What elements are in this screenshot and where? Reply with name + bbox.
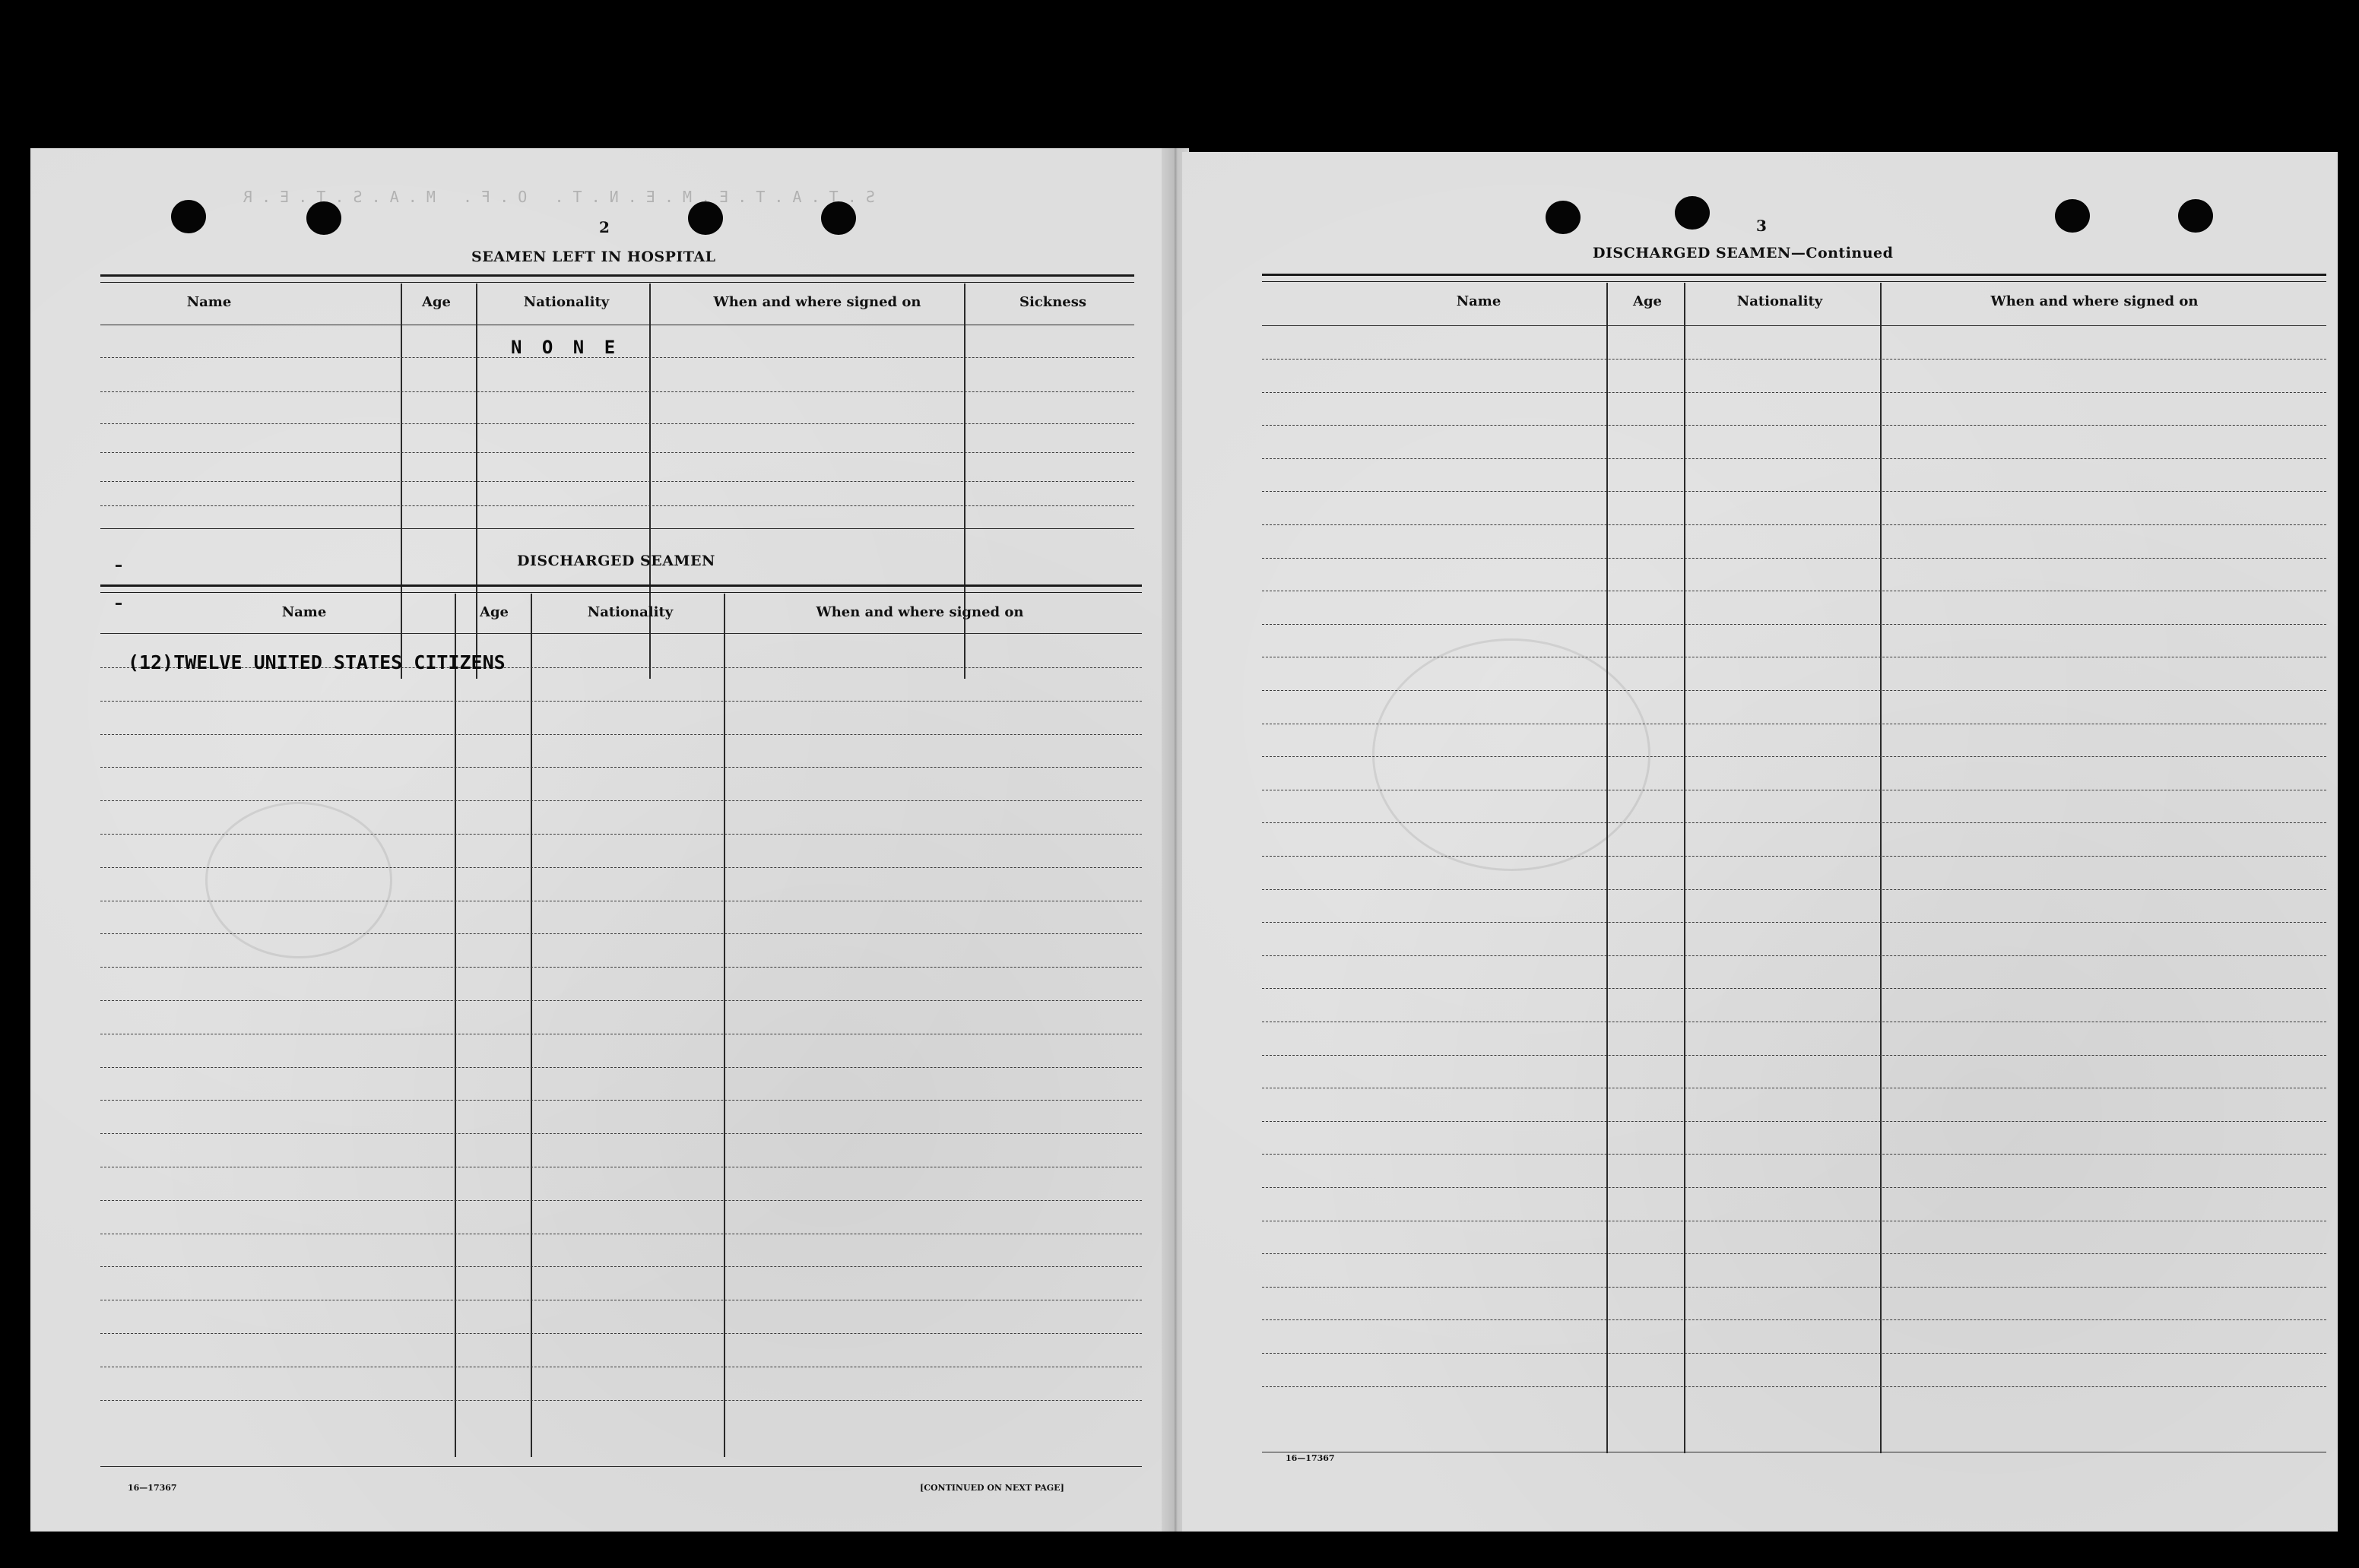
column-header-nationality: Nationality bbox=[1736, 293, 1823, 309]
section-title-continued: —Continued bbox=[1790, 245, 1894, 261]
continued-note: [CONTINUED ON NEXT PAGE] bbox=[920, 1483, 1064, 1493]
row-line bbox=[1262, 624, 2326, 625]
row-line bbox=[1262, 756, 2326, 757]
punch-hole bbox=[1546, 201, 1581, 234]
punch-hole bbox=[821, 201, 856, 235]
page-number: 3 bbox=[1756, 217, 1767, 235]
row-line bbox=[1262, 690, 2326, 691]
row-line bbox=[1262, 1253, 2326, 1254]
row-line bbox=[1262, 425, 2326, 426]
section-top-rule bbox=[100, 282, 1134, 283]
punch-hole bbox=[2055, 199, 2090, 233]
row-line bbox=[100, 452, 1134, 453]
column-divider bbox=[455, 594, 456, 1457]
row-line bbox=[1262, 1187, 2326, 1188]
discharged-entry: (12)TWELVE UNITED STATES CITIZENS bbox=[128, 651, 506, 673]
bleed-through: S . T . A . T . E . M . E . N . T . O . F . M . A . S . T . E . R bbox=[243, 188, 875, 206]
row-line bbox=[100, 1000, 1142, 1001]
row-line bbox=[1262, 1353, 2326, 1354]
row-line bbox=[1262, 1055, 2326, 1056]
section-top-rule bbox=[1262, 274, 2326, 276]
row-line bbox=[1262, 392, 2326, 393]
row-line bbox=[1262, 558, 2326, 559]
right-page bbox=[1182, 152, 2338, 1532]
section-title-main: DISCHARGED SEAMEN bbox=[1593, 245, 1791, 261]
column-header-nationality: Nationality bbox=[523, 294, 610, 310]
row-line bbox=[1262, 988, 2326, 989]
row-line bbox=[1262, 1386, 2326, 1387]
column-header-age: Age bbox=[479, 604, 509, 620]
row-line bbox=[100, 701, 1142, 702]
discharged-continued-title bbox=[1593, 245, 1893, 261]
row-line bbox=[1262, 856, 2326, 857]
row-line bbox=[1262, 822, 2326, 823]
section-top-rule bbox=[100, 274, 1134, 277]
row-line bbox=[100, 391, 1134, 392]
punch-hole bbox=[306, 201, 341, 235]
column-header-nationality: Nationality bbox=[587, 604, 674, 620]
left-page bbox=[30, 148, 1171, 1532]
row-line bbox=[1262, 1121, 2326, 1122]
column-header-name: Name bbox=[1456, 293, 1501, 309]
hospital-none-entry: N O N E bbox=[511, 337, 620, 358]
row-line bbox=[1262, 1319, 2326, 1320]
punch-hole bbox=[1675, 196, 1710, 230]
punch-hole bbox=[2178, 199, 2213, 233]
hospital-section-title: SEAMEN LEFT IN HOSPITAL bbox=[471, 249, 716, 265]
column-header-signed-on: When and where signed on bbox=[1990, 293, 2199, 309]
row-line bbox=[100, 1400, 1142, 1401]
row-line bbox=[1262, 458, 2326, 459]
column-header-name: Name bbox=[186, 294, 232, 310]
row-line bbox=[100, 767, 1142, 768]
column-divider bbox=[531, 594, 532, 1457]
punch-hole bbox=[688, 201, 723, 235]
column-header-signed-on: When and where signed on bbox=[816, 604, 1024, 620]
row-line bbox=[100, 834, 1142, 835]
form-code: 16—17367 bbox=[128, 1483, 177, 1493]
page-number: 2 bbox=[599, 218, 610, 236]
row-line bbox=[100, 1333, 1142, 1334]
row-line bbox=[100, 481, 1134, 482]
row-line bbox=[1262, 1287, 2326, 1288]
row-line bbox=[1262, 491, 2326, 492]
table-bottom-rule bbox=[100, 528, 1134, 529]
column-header-signed-on: When and where signed on bbox=[713, 294, 921, 310]
row-line bbox=[100, 505, 1134, 506]
header-row-rule bbox=[1262, 325, 2326, 326]
row-line bbox=[100, 1133, 1142, 1134]
row-line bbox=[100, 1266, 1142, 1267]
discharged-section-title: DISCHARGED SEAMEN bbox=[517, 553, 715, 569]
row-line bbox=[100, 1100, 1142, 1101]
bleed-through-stamp bbox=[205, 802, 392, 958]
form-code: 16—17367 bbox=[1286, 1453, 1335, 1463]
row-line bbox=[100, 734, 1142, 735]
column-divider bbox=[724, 594, 725, 1457]
column-header-age: Age bbox=[1632, 293, 1662, 309]
row-line bbox=[100, 423, 1134, 424]
column-header-sickness: Sickness bbox=[1019, 294, 1087, 310]
row-line bbox=[100, 867, 1142, 868]
row-line bbox=[100, 800, 1142, 801]
row-line bbox=[1262, 1154, 2326, 1155]
row-line bbox=[100, 1067, 1142, 1068]
row-line bbox=[1262, 922, 2326, 923]
row-line bbox=[1262, 889, 2326, 890]
margin-tick bbox=[116, 565, 122, 567]
column-header-name: Name bbox=[281, 604, 327, 620]
section-top-rule bbox=[1262, 281, 2326, 282]
bleed-through-stamp bbox=[1372, 638, 1650, 871]
row-line bbox=[100, 1200, 1142, 1201]
row-line bbox=[1262, 359, 2326, 360]
row-line bbox=[100, 933, 1142, 934]
table-bottom-rule bbox=[100, 1466, 1142, 1467]
section-top-rule bbox=[100, 584, 1142, 587]
column-header-age: Age bbox=[421, 294, 451, 310]
section-top-rule bbox=[100, 592, 1142, 593]
punch-hole bbox=[171, 200, 206, 233]
row-line bbox=[100, 967, 1142, 968]
margin-tick bbox=[116, 603, 122, 605]
header-row-rule bbox=[100, 633, 1142, 634]
row-line bbox=[1262, 955, 2326, 956]
row-line bbox=[1262, 524, 2326, 525]
bleed-through bbox=[745, 680, 800, 698]
